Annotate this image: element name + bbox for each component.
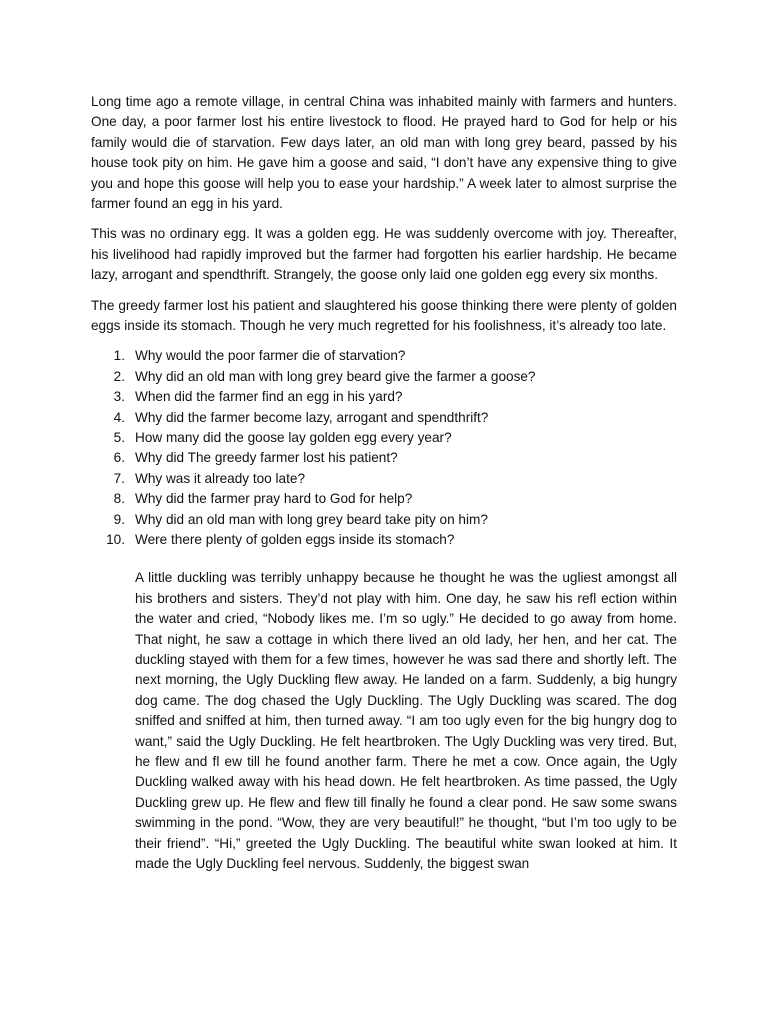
question-text: When did the farmer find an egg in his yard? <box>135 389 403 405</box>
document-body <box>91 92 677 874</box>
question-list <box>91 346 677 550</box>
question-item <box>91 408 677 428</box>
question-number: 10. <box>106 531 125 547</box>
question-number: 4. <box>113 409 125 425</box>
question-item <box>91 510 677 530</box>
question-item <box>91 469 677 489</box>
paragraph-3: The greedy farmer lost his patient and slaughtered his goose thinking there were plenty of golden eggs inside its stomach. Though he very much regretted for his foolishness, it’s already too late. <box>91 297 677 334</box>
question-number: 6. <box>113 450 125 466</box>
question-text: Why did the farmer pray hard to God for help? <box>135 491 413 507</box>
question-number: 1. <box>113 348 125 364</box>
question-text: Why did an old man with long grey beard take pity on him? <box>135 511 488 527</box>
question-item <box>91 346 677 366</box>
question-text: Why did the farmer become lazy, arrogant and spendthrift? <box>135 409 489 425</box>
question-item <box>91 530 677 550</box>
question-item <box>91 367 677 387</box>
paragraph-1: Long time ago a remote village, in central China was inhabited mainly with farmers and hunters. One day, a poor farmer lost his entire livestock to flood. He prayed hard to God for help or his family would die of starvation. Few days later, an old man with long grey beard, passed by his house took pity on him. He gave him a goose and said, “I don’t have any expensive thing to give you and hope this goose will help you to ease your hardship.” A week later to almost surprise the farmer found an egg in his yard. <box>91 94 677 212</box>
paragraph-2: This was no ordinary egg. It was a golden egg. He was suddenly overcome with joy. Thereafter, his livelihood had rapidly improved but the farmer had forgotten his earlier hardship. He became lazy, arrogant and spendthrift. Strangely, the goose only laid one golden egg every six months. <box>91 226 677 283</box>
question-text: Why did The greedy farmer lost his patient? <box>135 450 398 466</box>
question-item <box>91 489 677 509</box>
question-number: 2. <box>113 368 125 384</box>
question-number: 5. <box>113 430 125 446</box>
question-number: 9. <box>113 511 125 527</box>
question-item <box>91 387 677 407</box>
story-paragraph: A little duckling was terribly unhappy because he thought he was the ugliest amongst all his brothers and sisters. They’d not play with him. One day, he saw his refl ection within the water and cried, “Nobody likes me. I’m so ugly.” He decided to go away from home. That night, he saw a cottage in which there lived an old lady, her hen, and her cat. The duckling stayed with them for a few times, however he was sad there and shortly left. The next morning, the Ugly Duckling flew away. He landed on a farm. Suddenly, a big hungry dog came. The dog chased the Ugly Duckling. The Ugly Duckling was scared. The dog sniffed and sniffed at him, then turned away. “I am too ugly even for the big hungry dog to want,” said the Ugly Duckling. He felt heartbroken. The Ugly Duckling was very tired. But, he flew and fl ew till he found another farm. There he met a cow. Once again, the Ugly Duckling walked away with his head down. He felt heartbroken. As time passed, the Ugly Duckling grew up. He flew and flew till finally he found a clear pond. He saw some swans swimming in the pond. “Wow, they are very beautiful!” he thought, “but I’m too ugly to be their friend”. “Hi,” greeted the Ugly Duckling. The beautiful white swan looked at him. It made the Ugly Duckling feel nervous. Suddenly, the biggest swan <box>135 570 677 872</box>
question-item <box>91 428 677 448</box>
question-number: 8. <box>113 491 125 507</box>
question-text: Why did an old man with long grey beard give the farmer a goose? <box>135 368 536 384</box>
question-text: Why would the poor farmer die of starvation? <box>135 348 406 364</box>
question-number: 3. <box>113 389 125 405</box>
question-text: Why was it already too late? <box>135 470 306 486</box>
question-number: 7. <box>113 470 125 486</box>
question-item <box>91 448 677 468</box>
question-text: How many did the goose lay golden egg every year? <box>135 430 452 446</box>
question-text: Were there plenty of golden eggs inside its stomach? <box>135 531 455 547</box>
